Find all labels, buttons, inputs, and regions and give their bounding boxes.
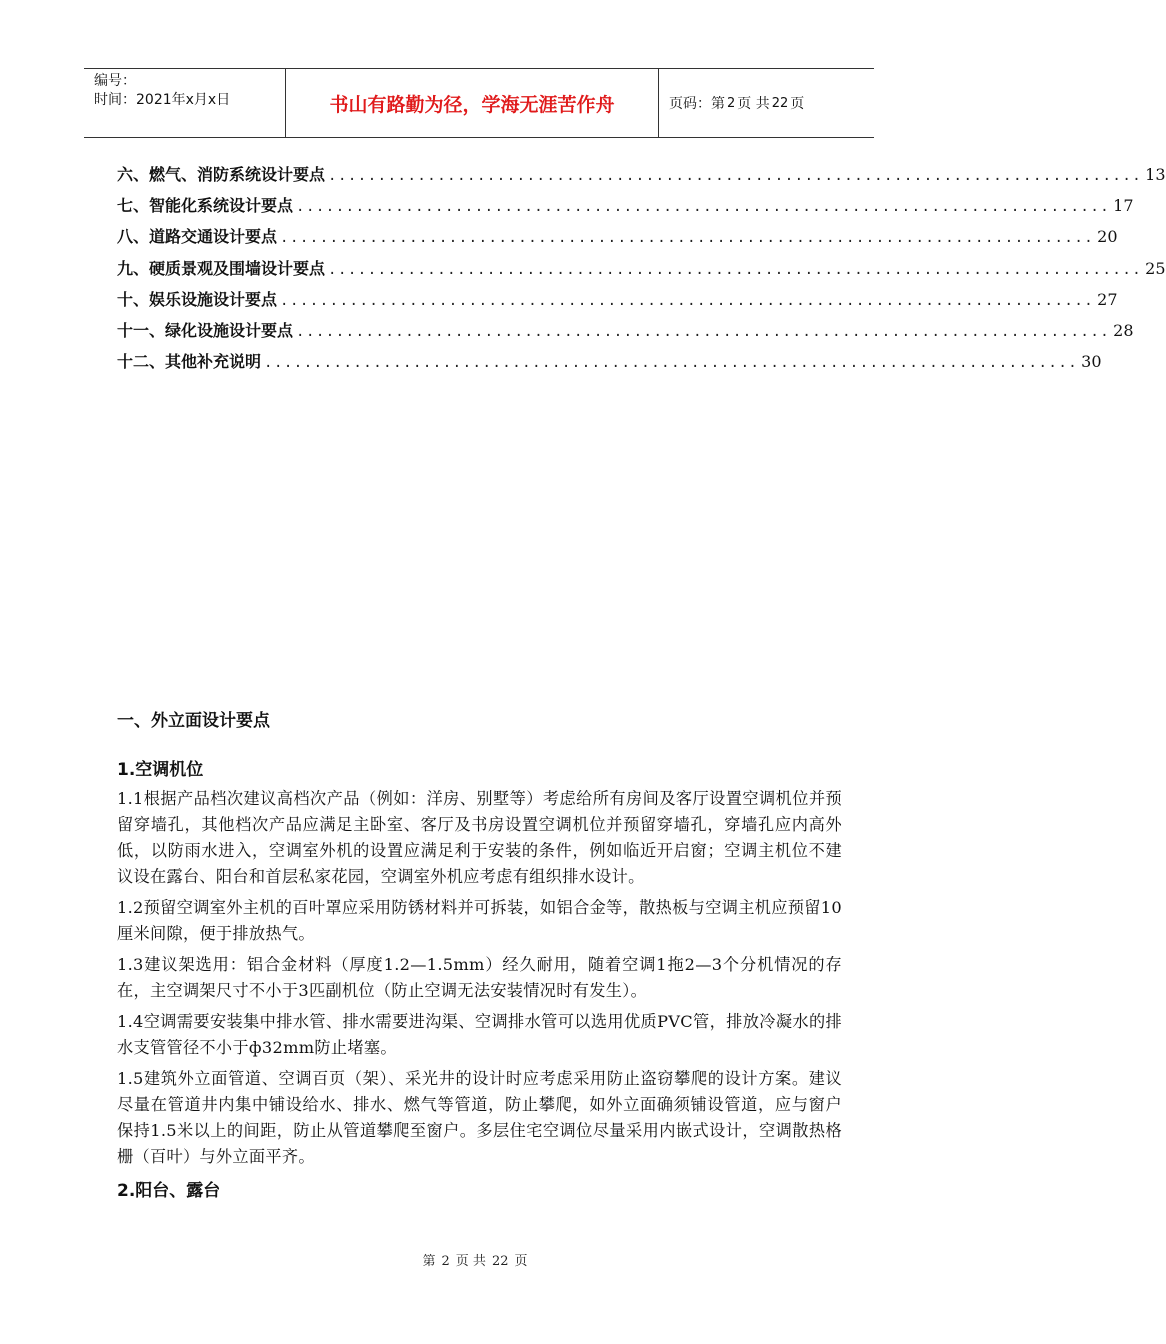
toc-entry-label: 六、燃气、消防系统设计要点 xyxy=(117,165,326,184)
header-page-mid: 页 共 xyxy=(737,96,770,112)
toc-entry-page: 30 xyxy=(1081,352,1102,372)
toc-entry-page: 17 xyxy=(1113,196,1134,216)
footer-suffix: 页 xyxy=(514,1254,528,1269)
toc-entry-page: 25 xyxy=(1145,258,1166,278)
toc-entry[interactable] xyxy=(117,349,1102,380)
toc-entry-label: 九、硬质景观及围墙设计要点 xyxy=(117,258,326,278)
header-motto: 书山有路勤为径，学海无涯苦作舟 xyxy=(286,69,659,137)
toc-leader-dots: .................................................................................. xyxy=(296,323,1111,340)
subsection-title: 1.空调机位 xyxy=(117,760,204,780)
toc-entry[interactable] xyxy=(117,162,1166,193)
header-meta xyxy=(84,69,286,137)
toc-leader-dots: .................................................................................. xyxy=(280,230,1095,247)
header-page-current: 2 xyxy=(727,95,736,111)
page-header xyxy=(84,68,874,138)
toc-entry-label: 七、智能化系统设计要点 xyxy=(117,196,294,216)
paragraph-1-4: 1.4空调需要安装集中排水管、排水需要进沟渠、空调排水管可以选用优质PVC管，排放冷凝水的排水支管管径不小于ф32mm防止堵塞。 xyxy=(117,1012,842,1057)
footer-current: 2 xyxy=(441,1254,450,1269)
toc-entry[interactable] xyxy=(117,256,1166,287)
toc-entry-label: 八、道路交通设计要点 xyxy=(117,227,278,247)
toc-entry-page: 28 xyxy=(1113,320,1134,340)
footer-prefix: 第 xyxy=(422,1254,436,1269)
toc-entry[interactable] xyxy=(117,193,1134,224)
section-title: 一、外立面设计要点 xyxy=(117,711,270,731)
header-page-total: 22 xyxy=(771,95,789,111)
paragraph-1-5: 1.5建筑外立面管道、空调百页（架）、采光井的设计时应考虑采用防止盗窃攀爬的设计方案。建议尽量在管道井内集中铺设给水、排水、燃气等管道，防止攀爬，如外立面确须铺设管道，应与窗户保持1.5米以上的间距，防止从管道攀爬至窗户。多层住宅空调位尽量采用内嵌式设计，空调散热格栅（百叶）与外立面平齐。 xyxy=(117,1069,842,1166)
subsection-title: 2.阳台、露台 xyxy=(117,1181,221,1201)
toc-entry-label: 十一、绿化设施设计要点 xyxy=(117,320,294,340)
toc-entry-label: 十、娱乐设施设计要点 xyxy=(117,289,278,309)
header-page-suffix: 页 xyxy=(790,96,805,112)
document-body xyxy=(117,704,842,1207)
footer-mid: 页 共 xyxy=(455,1254,486,1269)
header-page-prefix: 页码：第 xyxy=(669,96,725,112)
toc-entry[interactable] xyxy=(117,318,1134,349)
toc-entry-page: 20 xyxy=(1097,227,1118,247)
header-time-label: 时间：2021年x月x日 xyxy=(94,92,231,108)
toc-leader-dots: .................................................................................. xyxy=(296,199,1111,216)
toc-entry[interactable] xyxy=(117,287,1118,318)
toc-leader-dots: .................................................................................. xyxy=(264,355,1079,372)
paragraph-1-1: 1.1根据产品档次建议高档次产品（例如：洋房、别墅等）考虑给所有房间及客厅设置空调机位并预留穿墙孔，其他档次产品应满足主卧室、客厅及书房设置空调机位并预留穿墙孔，穿墙孔应内高外低，以防雨水进入，空调室外机的设置应满足利于安装的条件，例如临近开启窗；空调主机位不建议设在露台、阳台和首层私家花园，空调室外机应考虑有组织排水设计。 xyxy=(117,789,842,886)
toc-entry[interactable] xyxy=(117,224,1118,255)
toc-leader-dots: .................................................................................. xyxy=(328,168,1143,184)
footer-total: 22 xyxy=(491,1254,509,1269)
header-number-label: 编号： xyxy=(94,73,136,89)
table-of-contents xyxy=(117,162,1166,380)
toc-entry-page: 13 xyxy=(1145,165,1166,184)
toc-leader-dots: .................................................................................. xyxy=(328,261,1143,278)
paragraph-1-3: 1.3建议架选用：铝合金材料（厚度1.2—1.5mm）经久耐用，随着空调1拖2—3个分机情况的存在，主空调架尺寸不小于3匹副机位（防止空调无法安装情况时有发生）。 xyxy=(117,955,842,1000)
header-page-info xyxy=(659,69,874,137)
toc-entry-page: 27 xyxy=(1097,289,1118,309)
paragraph-1-2: 1.2预留空调室外主机的百叶罩应采用防锈材料并可拆装，如铝合金等，散热板与空调主机应预留10厘米间隙，便于排放热气。 xyxy=(117,898,842,943)
toc-entry-label: 十二、其他补充说明 xyxy=(117,352,262,372)
toc-leader-dots: .................................................................................. xyxy=(280,292,1095,309)
page-footer xyxy=(0,1250,950,1269)
